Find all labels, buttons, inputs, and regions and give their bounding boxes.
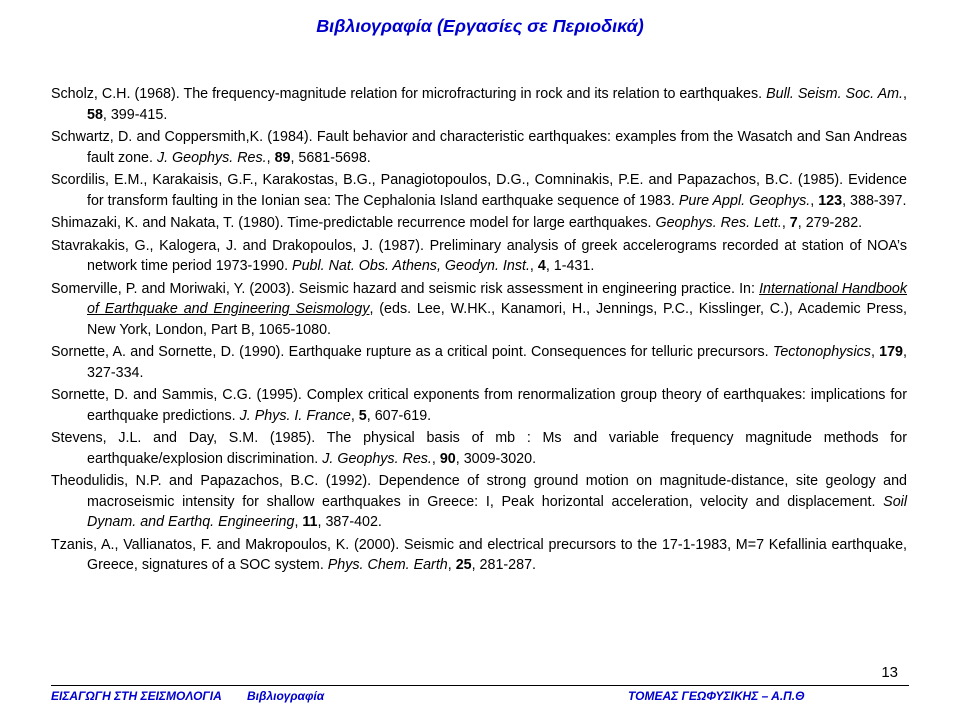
footer-course-title: ΕΙΣΑΓΩΓΗ ΣΤΗ ΣΕΙΣΜΟΛΟΓΙΑ [51,689,222,703]
reference-title: Fault behavior and characteristic earthquakes: examples from the Wasatch and San Andreas fault zone. [87,129,907,166]
reference-authors: Theodulidis, N.P. and Papazachos, B.C. (1992). [51,473,379,489]
reference-volume: 5 [358,407,367,424]
reference-authors: Stevens, J.L. and Day, S.M. (1985). [51,430,327,446]
reference-authors: Sornette, A. and Sornette, D. (1990). [51,344,289,360]
reference-title: Time-predictable recurrence model for large earthquakes. [287,215,656,231]
reference-journal: Geophys. Res. Lett. [655,215,782,231]
reference-journal: Tectonophysics [772,344,871,360]
reference-journal: J. Phys. I. France [239,407,351,424]
footer-department: ΤΟΜΕΑΣ ΓΕΩΦΥΣΙΚΗΣ – Α.Π.Θ [628,689,805,703]
reference-item: Somerville, P. and Moriwaki, Y. (2003). Seismic hazard and seismic risk assessment in engineering practice. In: International Handbook of Earthquake and Engineering Seismology, (eds. Lee, W.HK., Kanamori, H., Jennings, P.C., Kisslinger, C.), Academic Press, New York, London, Part B, 1065-1080. [51,280,908,338]
reference-item: Schwartz, D. and Coppersmith,K. (1984). Fault behavior and characteristic earthquakes: examples from the Wasatch and San Andreas fault zone. J. Geophys. Res., 89, 5681-5698. [51,129,907,166]
reference-authors: Schwartz, D. and Coppersmith,K. (1984). [51,129,317,145]
reference-journal: J. Geophys. Res. [322,450,432,467]
reference-volume: 179 [879,344,904,360]
reference-item: Shimazaki, K. and Nakata, T. (1980). Time-predictable recurrence model for large earthquakes. Geophys. Res. Lett., 7, 279-282. [51,215,863,231]
reference-pages: , 3009-3020. [455,450,537,467]
reference-volume: 123 [818,192,843,209]
reference-volume: 89 [274,149,291,166]
reference-title: Seismic and electrical precursors to the 17-1-1983, M=7 Kefallinia earthquake, Greece, signatures of a SOC system. [87,536,907,573]
reference-pages: , 388-397. [842,192,907,209]
reference-title: Evidence for transform faulting in the Ionian sea: The Cephalonia Island earthquake sequence of 1983. [87,172,907,209]
reference-item: Scordilis, E.M., Karakaisis, G.F., Karakostas, B.G., Panagiotopoulos, D.G., Comninakis, P.E. and Papazachos, B.C. (1985). Evidence for transform faulting in the Ionian sea: The Cephalonia Island earthquake sequence of 1983. Pure Appl. Geophys., 123, 388-397. [51,172,907,209]
reference-title: Dependence of strong ground motion on magnitude-distance, site geology and macroseismic intensity for shallow earthquakes in Greece: I, Peak horizontal acceleration, velocity and displacement. [87,473,907,510]
reference-pages: , 281-287. [471,557,536,573]
reference-volume: 4 [537,258,546,274]
reference-pages: , 327-334. [87,344,907,381]
reference-item: Theodulidis, N.P. and Papazachos, B.C. (1992). Dependence of strong ground motion on magnitude-distance, site geology and macroseismic intensity for shallow earthquakes in Greece: I, Peak horizontal acceleration, velocity and displacement. Soil Dynam. and Earthq. Engineering, 11, 387-402. [51,473,907,530]
reference-authors: Somerville, P. and Moriwaki, Y. (2003). [51,280,299,297]
reference-journal: J. Geophys. Res. [156,149,267,166]
reference-authors: Shimazaki, K. and Nakata, T. (1980). [51,215,288,231]
page-title: Βιβλιογραφία (Εργασίες σε Περιοδικά) [316,16,644,36]
reference-journal: Phys. Chem. Earth [327,557,448,573]
reference-authors: Sornette, D. and Sammis, C.G. (1995). [51,387,307,403]
reference-volume: 11 [302,514,318,530]
reference-item: Scholz, C.H. (1968). The frequency-magnitude relation for microfracturing in rock and its relation to earthquakes. Bull. Seism. Soc. Am., 58, 399-415. [51,86,908,123]
reference-authors: Scordilis, E.M., Karakaisis, G.F., Karakostas, B.G., Panagiotopoulos, D.G., Comninakis, P.E. and Papazachos, B.C. (1985). [51,172,849,188]
reference-item: Tzanis, A., Vallianatos, F. and Makropoulos, K. (2000). Seismic and electrical precursors to the 17-1-1983, M=7 Kefallinia earthquake, Greece, signatures of a SOC system. Phys. Chem. Earth, 25, 281-287. [51,536,907,573]
reference-volume: 90 [439,450,456,467]
reference-pages: , 1-431. [545,258,595,274]
reference-title: Preliminary analysis of greek accelerograms recorded at station of NOA’s network time period 1973-1990. [87,237,907,274]
reference-journal: Pure Appl. Geophys. [678,192,811,209]
footer-section-title: Βιβλιογραφία [247,689,325,703]
reference-authors: Tzanis, A., Vallianatos, F. and Makropoulos, K. (2000). [51,536,404,553]
reference-item: Stavrakakis, G., Kalogera, J. and Drakopoulos, J. (1987). Preliminary analysis of greek accelerograms recorded at station of NOA’s network time period 1973-1990. Publ. Nat. Obs. Athens, Geodyn. Inst., 4, 1-431. [51,237,907,274]
reference-pages: , 387-402. [317,514,382,530]
reference-title: The frequency-magnitude relation for microfracturing in rock and its relation to earthquakes. [183,86,767,102]
reference-journal: Bull. Seism. Soc. Am. [766,86,904,102]
reference-pages: , 399-415. [102,106,168,123]
reference-book-title: International Handbook of Earthquake and Engineering Seismology [87,280,908,317]
reference-journal: Soil Dynam. and Earthq. Engineering [87,493,907,530]
footer-divider [51,685,909,686]
reference-list [51,84,907,578]
reference-item: Sornette, D. and Sammis, C.G. (1995). Complex critical exponents from renormalization group theory of earthquakes: implications for earthquake predictions. J. Phys. I. France, 5, 607-619. [51,387,907,424]
reference-pages: , 5681-5698. [290,149,371,166]
reference-journal: Publ. Nat. Obs. Athens, Geodyn. Inst. [292,258,530,274]
reference-title: The physical basis of mb : Ms and variable frequency magnitude methods for earthquake/explosion discrimination. [87,430,907,467]
reference-pages: , 279-282. [797,215,863,231]
reference-volume: 58 [87,106,103,123]
reference-volume: 7 [789,215,798,231]
reference-title: Earthquake rupture as a critical point. Consequences for telluric precursors. [288,344,773,360]
reference-title: Complex critical exponents from renormalization group theory of earthquakes: implications for earthquake predictions. [87,387,907,424]
reference-pages: , 607-619. [366,407,432,424]
reference-authors: Scholz, C.H. (1968). [51,86,184,102]
reference-item: Sornette, A. and Sornette, D. (1990). Earthquake rupture as a critical point. Consequences for telluric precursors. Tectonophysics, 179, 327-334. [51,344,907,381]
page-number: 13 [881,664,898,681]
reference-title: Seismic hazard and seismic risk assessment in engineering practice. In: [298,280,760,297]
reference-item: Stevens, J.L. and Day, S.M. (1985). The physical basis of mb : Ms and variable frequency magnitude methods for earthquake/explosion discrimination. J. Geophys. Res., 90, 3009-3020. [51,430,907,467]
reference-volume: 25 [455,557,472,573]
reference-authors: Stavrakakis, G., Kalogera, J. and Drakopoulos, J. (1987). [51,237,430,254]
